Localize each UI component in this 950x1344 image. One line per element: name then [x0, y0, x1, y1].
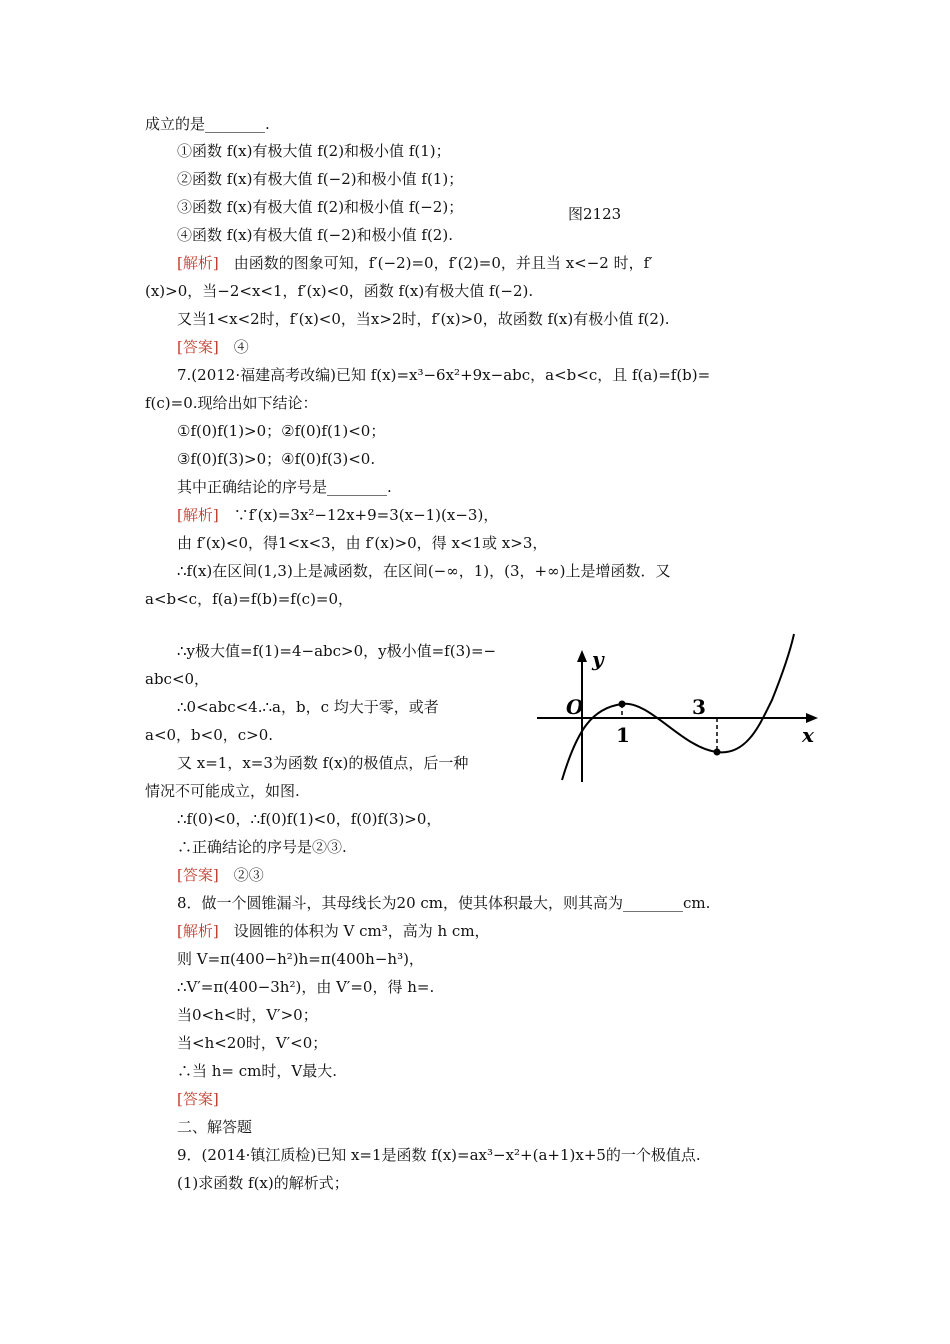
origin-label: O: [566, 695, 584, 719]
line-text: ③函数 f(x)有极大值 f(2)和极小值 f(−2)；: [177, 198, 464, 216]
function-graph: [532, 630, 832, 790]
text-line: [177, 977, 434, 997]
text-line: [177, 253, 653, 273]
text-line: [177, 921, 490, 941]
line-text: (x)>0，当−2<x<1，f′(x)<0，函数 f(x)有极大值 f(−2).: [145, 282, 534, 300]
text-line: [177, 1005, 318, 1025]
text-line: [177, 169, 463, 189]
line-text: ④: [218, 338, 249, 356]
text-line: [177, 225, 453, 245]
text-line: [177, 1033, 327, 1053]
line-text: ∴当 h= cm时，V最大.: [177, 1062, 337, 1080]
text-line: [177, 477, 392, 497]
text-line: [145, 781, 300, 801]
text-line: [177, 365, 710, 385]
text-line: [177, 893, 710, 913]
line-text: ②③: [218, 866, 264, 884]
text-line: [145, 393, 318, 413]
line-text: 设圆锥的体积为 V cm³，高为 h cm，: [218, 922, 490, 940]
text-line: [177, 1061, 337, 1081]
figure-caption: 图2123: [568, 205, 622, 223]
section-tag: [答案]: [177, 338, 219, 356]
line-text: 其中正确结论的序号是________.: [177, 478, 392, 496]
line-text: ∴V′=π(400−3h²)，由 V′=0，得 h=.: [177, 978, 435, 996]
line-text: 情况不可能成立，如图.: [145, 782, 300, 800]
line-text: ∴f(0)<0，∴f(0)f(1)<0，f(0)f(3)>0，: [177, 810, 442, 828]
line-text: 8．做一个圆锥漏斗，其母线长为20 cm，使其体积最大，则其高为________cm.: [177, 894, 711, 912]
text-line: [177, 421, 385, 441]
section-tag: [解析]: [177, 254, 219, 272]
text-line: [145, 281, 533, 301]
text-line: [177, 337, 249, 357]
line-text: 二、解答题: [177, 1118, 253, 1136]
text-line: [177, 641, 496, 661]
text-line: [177, 697, 439, 717]
y-axis-arrow: [577, 650, 587, 662]
line-text: abc<0，: [145, 670, 210, 688]
text-line: [145, 589, 353, 609]
text-line: [177, 561, 670, 581]
text-line: [177, 309, 670, 329]
text-line: [177, 1145, 701, 1165]
min-point: [714, 749, 721, 756]
line-text: ∵f′(x)=3x²−12x+9=3(x−1)(x−3)，: [218, 506, 499, 524]
line-text: 又当1<x<2时，f′(x)<0，当x>2时，f′(x)>0，故函数 f(x)有极小值 f(2).: [177, 310, 670, 328]
text-line: [145, 669, 209, 689]
text-line: [177, 949, 424, 969]
line-text: ①函数 f(x)有极大值 f(2)和极小值 f(1)；: [177, 142, 451, 160]
line-text: 9．(2014·镇江质检)已知 x=1是函数 f(x)=ax³−x²+(a+1)x+5的一个极值点.: [177, 1146, 701, 1164]
y-axis-label: y: [592, 647, 604, 671]
x-axis-label: x: [802, 723, 814, 747]
text-line: [177, 533, 547, 553]
text-line: [177, 753, 468, 773]
text-line: [177, 865, 264, 885]
line-text: ③f(0)f(3)>0；④f(0)f(3)<0.: [177, 450, 376, 468]
line-text: 由函数的图象可知，f′(−2)=0，f′(2)=0，并且当 x<−2 时，f′: [218, 254, 653, 272]
section-tag: [答案]: [177, 866, 219, 884]
section-tag: [解析]: [177, 922, 219, 940]
line-text: 当<h<20时，V′<0；: [177, 1034, 328, 1052]
tick-1-label: 1: [616, 723, 630, 747]
text-line: [177, 1089, 219, 1109]
line-text: a<0，b<0，c>0.: [145, 726, 274, 744]
line-text: ∴f(x)在区间(1,3)上是减函数，在区间(−∞，1)，(3，+∞)上是增函数．又: [177, 562, 671, 580]
text-line: [177, 449, 375, 469]
line-text: ∴0<abc<4.∴a，b，c 均大于零，或者: [177, 698, 439, 716]
text-line: [177, 837, 347, 857]
max-point: [619, 701, 626, 708]
tick-3-label: 3: [692, 695, 706, 719]
line-text: ∴y极大值=f(1)=4−abc>0，y极小值=f(3)=−: [177, 642, 497, 660]
line-text: (1)求函数 f(x)的解析式；: [177, 1174, 349, 1192]
section-tag: [答案]: [177, 1090, 219, 1108]
text-line: [177, 141, 451, 161]
line-text: ①f(0)f(1)>0；②f(0)f(1)<0；: [177, 422, 386, 440]
text-line: [145, 114, 270, 134]
line-text: ④函数 f(x)有极大值 f(−2)和极小值 f(2).: [177, 226, 453, 244]
text-line: [177, 505, 498, 525]
section-tag: [解析]: [177, 506, 219, 524]
x-axis-arrow: [806, 713, 818, 723]
text-line: [177, 1173, 349, 1193]
line-text: 则 V=π(400−h²)h=π(400h−h³)，: [177, 950, 424, 968]
text-line: [177, 197, 463, 217]
line-text: 由 f′(x)<0，得1<x<3，由 f′(x)>0，得 x<1或 x>3，: [177, 534, 548, 552]
text-line: [145, 725, 273, 745]
line-text: ②函数 f(x)有极大值 f(−2)和极小值 f(1)；: [177, 170, 464, 188]
line-text: 又 x=1，x=3为函数 f(x)的极值点，后一种: [177, 754, 469, 772]
line-text: 7.(2012·福建高考改编)已知 f(x)=x³−6x²+9x−abc，a<b<c，且 f(a)=f(b)=: [177, 366, 711, 384]
line-text: 当0<h<时，V′>0；: [177, 1006, 318, 1024]
line-text: a<b<c，f(a)=f(b)=f(c)=0，: [145, 590, 354, 608]
text-line: [177, 1117, 252, 1137]
text-line: [177, 809, 441, 829]
line-text: 成立的是________.: [145, 115, 270, 133]
line-text: f(c)=0.现给出如下结论：: [145, 394, 318, 412]
line-text: ∴正确结论的序号是②③.: [177, 838, 347, 856]
